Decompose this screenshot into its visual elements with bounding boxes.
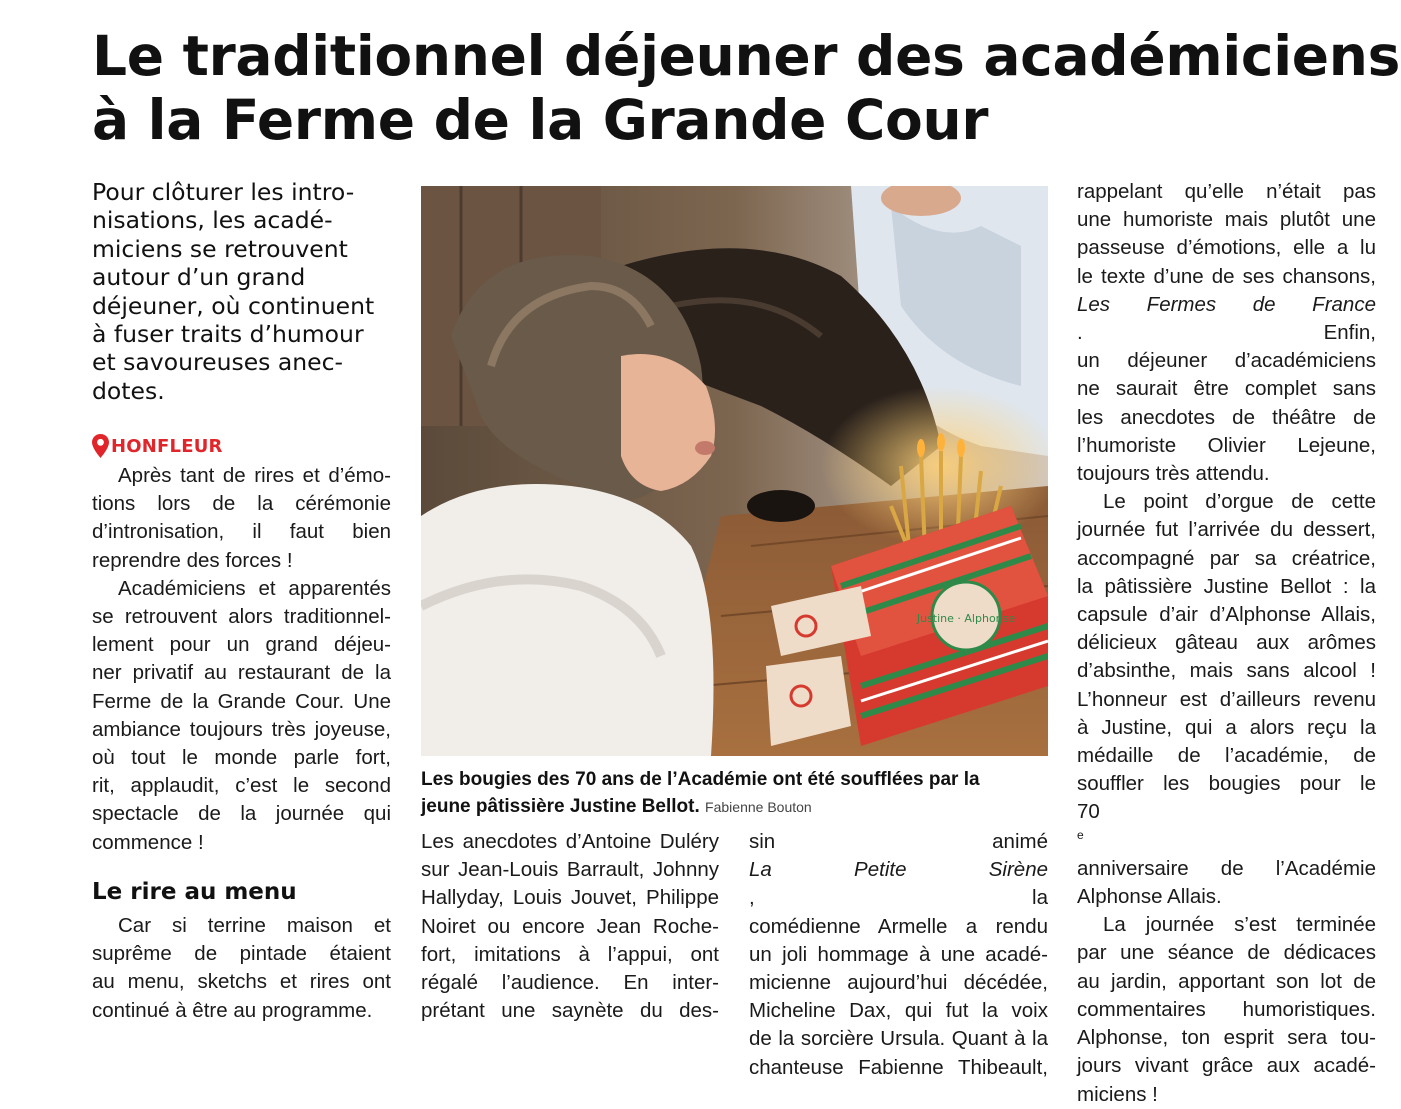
body-line: le texte d’une de ses chansons, <box>1077 264 1376 288</box>
body-line: Académiciens et apparentés <box>118 576 391 600</box>
body-line: reprendre des forces ! <box>92 548 293 572</box>
lead-line: autour d’un grand <box>92 263 306 292</box>
text-run: anniversaire de l’Académie <box>1077 856 1376 880</box>
body-line: un joli hommage à une acadé- <box>749 942 1048 966</box>
body-line: ambiance toujours très joyeuse, <box>92 717 391 741</box>
caption-line-2: jeune pâtissière Justine Bellot. <box>421 796 700 817</box>
body-column-1b <box>92 912 391 1025</box>
body-line: L’honneur est d’ailleurs revenu <box>1077 687 1376 711</box>
body-line: capsule d’air d’Alphonse Allais, <box>1077 603 1376 627</box>
body-line: Alphonse, ton esprit sera tou- <box>1077 1026 1376 1050</box>
location-pin-icon <box>92 434 109 458</box>
body-line <box>749 828 1048 913</box>
location-label: HONFLEUR <box>111 435 223 457</box>
body-line: délicieux gâteau aux arômes <box>1077 631 1376 655</box>
body-line: à Justine, qui a alors reçu la <box>1077 715 1376 739</box>
body-line: la pâtissière Justine Bellot : la <box>1077 574 1376 598</box>
body-line: miciens ! <box>1077 1082 1158 1106</box>
location-tag <box>92 432 223 460</box>
body-line: jours vivant grâce aux acadé- <box>1077 1054 1376 1078</box>
body-line: Après tant de rires et d’émo- <box>118 464 391 487</box>
lead-line: miciens se retrouvent <box>92 234 348 263</box>
headline-line-1: Le traditionnel déjeuner des académiciens <box>92 24 1401 88</box>
body-line: où tout le monde parle fort, <box>92 746 391 770</box>
body-column-4 <box>1077 178 1376 1109</box>
body-column-1 <box>92 462 391 857</box>
lead-line: dotes. <box>92 376 165 405</box>
body-line: Micheline Dax, qui fut la voix <box>749 999 1048 1023</box>
body-line: rappelant qu’elle n’était pas <box>1077 180 1376 203</box>
body-line: régalé l’audience. En inter- <box>421 971 719 995</box>
body-line: Hallyday, Louis Jouvet, Philippe <box>421 886 719 910</box>
body-line: Les anecdotes d’Antoine Duléry <box>421 830 719 853</box>
body-line: Noiret ou encore Jean Roche- <box>421 914 719 938</box>
body-line: médaille de l’académie, de <box>1077 744 1376 768</box>
body-line: suprême de pintade étaient <box>92 942 391 966</box>
body-line: Le point d’orgue de cette <box>1103 490 1376 514</box>
body-line: d’absinthe, mais sans alcool ! <box>1077 659 1376 683</box>
article-lead <box>92 178 392 405</box>
body-line <box>1077 291 1376 347</box>
photo-illustration <box>421 186 1048 756</box>
body-line: Car si terrine maison et <box>118 914 391 937</box>
photo-caption <box>421 766 1051 821</box>
cake-label: Justine · Alphonse <box>916 612 1016 625</box>
body-line: toujours très attendu. <box>1077 462 1270 486</box>
body-line: d’intronisation, il faut bien <box>92 520 391 544</box>
text-run: 70 <box>1077 800 1100 824</box>
body-line: prétant une saynète du des- <box>421 999 719 1023</box>
work-title: Les Fermes de France <box>1077 292 1376 316</box>
body-column-2 <box>421 828 719 1025</box>
body-line <box>1077 798 1376 883</box>
ordinal-suffix: e <box>1077 827 1084 842</box>
caption-line-1: Les bougies des 70 ans de l’Académie ont été soufflées par la <box>421 769 980 790</box>
lead-line: déjeuner, où continuent <box>92 291 375 320</box>
body-line: La journée s’est terminée <box>1103 913 1376 937</box>
body-line: journée fut l’arrivée du dessert, <box>1077 518 1376 542</box>
body-line: lement pour un grand déjeu- <box>92 633 391 657</box>
body-line: souffler les bougies pour le <box>1077 772 1376 796</box>
body-line: les anecdotes de théâtre de <box>1077 405 1376 429</box>
body-line: se retrouvent alors traditionnel- <box>92 605 391 629</box>
body-line: micienne aujourd’hui décédée, <box>749 971 1048 995</box>
body-line: un déjeuner d’académiciens <box>1077 349 1376 373</box>
body-line: passeuse d’émotions, elle a lu <box>1077 236 1376 260</box>
lead-line: Pour clôturer les intro- <box>92 178 355 206</box>
body-line: ner privatif au restaurant de la <box>92 661 391 685</box>
body-line: par une séance de dédicaces <box>1077 941 1376 965</box>
work-title: La Petite Sirène <box>749 858 1048 882</box>
lead-line: à fuser traits d’humour <box>92 320 364 349</box>
body-line: tions lors de la cérémonie <box>92 492 391 516</box>
headline-line-2: à la Ferme de la Grande Cour <box>92 88 989 152</box>
body-line: Alphonse Allais. <box>1077 885 1222 909</box>
body-line: comédienne Armelle a rendu <box>749 914 1048 938</box>
article-headline <box>92 24 1401 152</box>
text-run: sin animé <box>749 830 1048 853</box>
text-run: , la <box>749 886 1048 910</box>
body-line: l’humoriste Olivier Lejeune, <box>1077 433 1376 457</box>
body-line: commence ! <box>92 830 204 854</box>
lead-line: nisations, les acadé- <box>92 206 333 235</box>
section-subhead: Le rire au menu <box>92 879 297 905</box>
photo-credit: Fabienne Bouton <box>705 799 812 815</box>
body-line: de la sorcière Ursula. Quant à la <box>749 1027 1048 1051</box>
text-run: . Enfin, <box>1077 321 1376 345</box>
body-column-3 <box>749 828 1048 1082</box>
body-line: accompagné par sa créatrice, <box>1077 546 1376 570</box>
body-line: au jardin, apportant son lot de <box>1077 969 1376 993</box>
body-line: sur Jean-Louis Barrault, Johnny <box>421 858 719 882</box>
body-line: ne saurait être complet sans <box>1077 377 1376 401</box>
body-line: Ferme de la Grande Cour. Une <box>92 689 391 713</box>
body-line: une humoriste mais plutôt une <box>1077 208 1376 232</box>
body-line: fort, imitations à l’appui, ont <box>421 942 719 966</box>
body-line: spectacle de la journée qui <box>92 802 391 826</box>
body-line: au menu, sketchs et rires ont <box>92 970 391 994</box>
lead-line: et savoureuses anec- <box>92 348 344 377</box>
body-line: commentaires humoristiques. <box>1077 997 1376 1021</box>
body-line: chanteuse Fabienne Thibeault, <box>749 1055 1048 1079</box>
article-photo <box>421 186 1048 756</box>
body-line: rit, applaudit, c’est le second <box>92 774 391 798</box>
body-line: continué à être au programme. <box>92 998 373 1022</box>
